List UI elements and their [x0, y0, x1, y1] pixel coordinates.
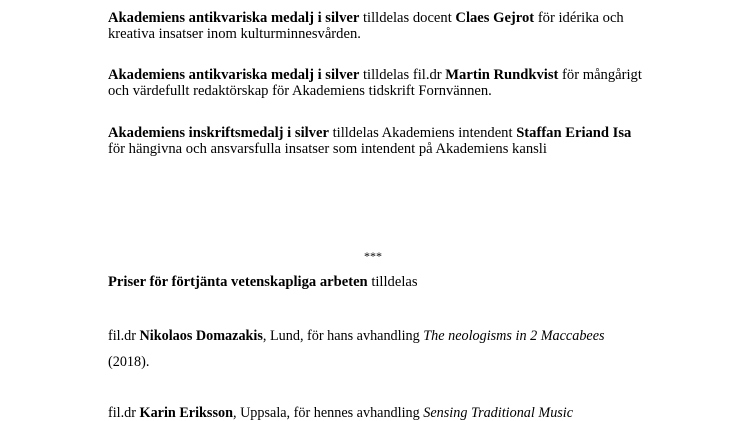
award-text: för mångårigt och värdefullt redaktörskap för Akademiens tidskrift Fornvännen.	[108, 67, 642, 99]
entry-work-title: Sensing Traditional Music	[423, 405, 574, 421]
prizes-heading-bold: Priser för förtjänta vetenskapliga arbeten	[108, 274, 368, 290]
prizes-heading-suffix: tilldelas	[367, 274, 418, 290]
entry-name: Karin Eriksson	[139, 405, 233, 421]
award-paragraph-2	[108, 68, 648, 99]
entry-work-title: The neologisms in 2 Maccabees	[423, 328, 605, 344]
award-paragraph-1	[108, 11, 648, 42]
entry-title-prefix: fil.dr	[108, 328, 140, 344]
medal-name: Akademiens antikvariska medalj i silver	[108, 67, 360, 83]
award-text: för idérika och kreativa insatser inom kulturminnesvården.	[108, 10, 624, 42]
prizes-heading	[108, 275, 648, 291]
recipient-name: Claes Gejrot	[455, 10, 535, 26]
medal-name: Akademiens antikvariska medalj i silver	[108, 10, 360, 26]
entry-title-prefix: fil.dr	[108, 405, 140, 421]
prize-entry-1-year: (2018).	[108, 354, 150, 370]
award-paragraph-3	[108, 126, 648, 157]
prize-entry-1	[108, 328, 648, 344]
entry-name: Nikolaos Domazakis	[139, 328, 263, 344]
medal-name: Akademiens inskriftsmedalj i silver	[108, 125, 329, 141]
award-text: för hängivna och ansvarsfulla insatser som intendent på Akademiens kansli	[108, 140, 547, 157]
entry-text: , Lund, för hans avhandling	[262, 328, 424, 344]
recipient-name: Martin Rundkvist	[445, 67, 559, 83]
award-text: tilldelas docent	[359, 10, 456, 26]
award-text: tilldelas Akademiens intendent	[328, 125, 517, 141]
recipient-name: Staffan Eriand Isa	[516, 125, 632, 141]
entry-text: , Uppsala, för hennes avhandling	[232, 405, 424, 421]
section-separator: ***	[364, 249, 382, 263]
award-text: tilldelas fil.dr	[359, 67, 446, 83]
